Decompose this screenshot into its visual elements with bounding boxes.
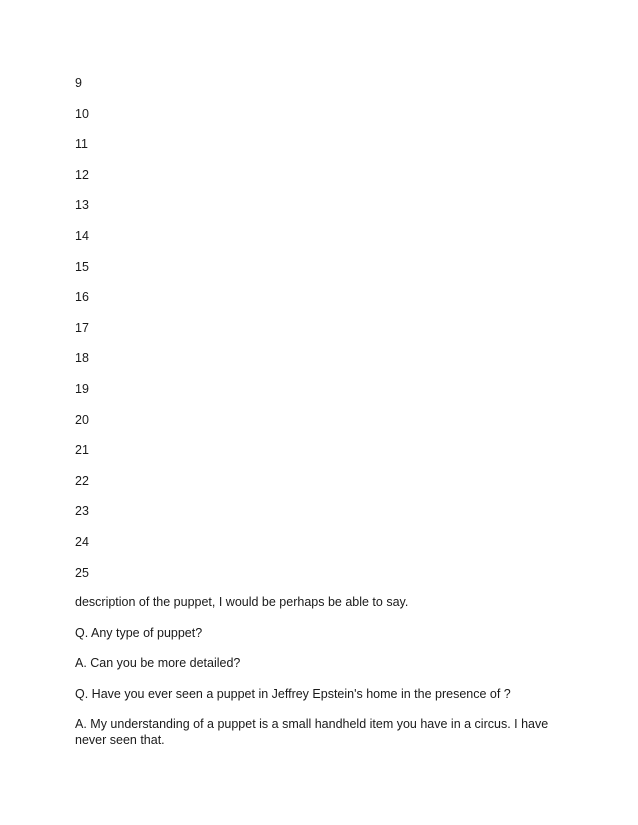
- question-line: Q. Any type of puppet?: [75, 625, 203, 640]
- line-number: 16: [75, 290, 89, 305]
- line-number: 11: [75, 137, 88, 152]
- question-line: Q. Have you ever seen a puppet in Jeffrey Epstein's home in the presence of ?: [75, 686, 511, 701]
- line-number: 14: [75, 228, 89, 243]
- line-number: 20: [75, 412, 89, 427]
- line-number: 13: [75, 198, 89, 213]
- line-number-column: [75, 74, 89, 594]
- answer-line: A. Can you be more detailed?: [75, 656, 241, 670]
- line-number: 18: [75, 351, 89, 366]
- line-number: 10: [75, 106, 89, 121]
- line-number: 24: [75, 534, 89, 549]
- transcript-body: [75, 594, 555, 763]
- line-number: 22: [75, 473, 89, 488]
- line-number: 15: [75, 259, 89, 274]
- transcript-line: description of the puppet, I would be perhaps be able to say.: [75, 595, 409, 609]
- answer-line: A. My understanding of a puppet is a small handheld item you have in a circus. I have never seen that.: [75, 717, 549, 747]
- line-number: 25: [75, 565, 89, 580]
- line-number: 19: [75, 381, 89, 396]
- line-number: 23: [75, 504, 89, 519]
- line-number: 9: [75, 76, 82, 90]
- line-number: 21: [75, 443, 89, 458]
- line-number: 12: [75, 167, 89, 182]
- line-number: 17: [75, 320, 89, 335]
